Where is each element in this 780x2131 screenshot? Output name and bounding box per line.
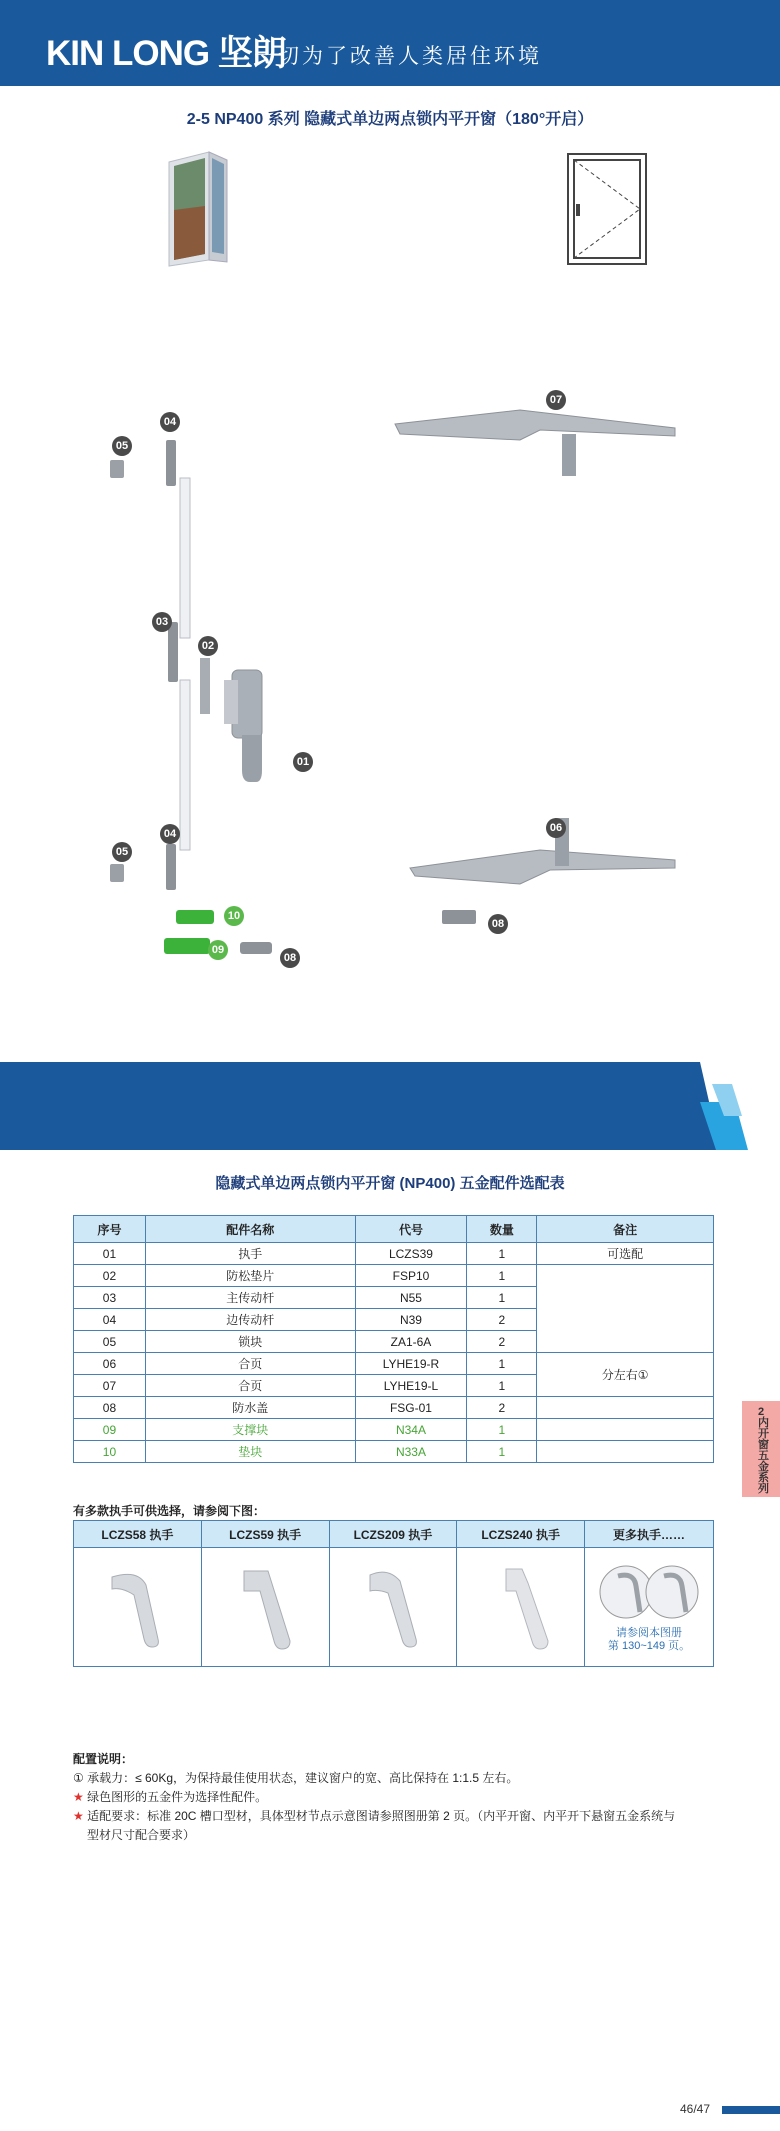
cell-qty: 1 [467,1353,537,1375]
cell-name: 合页 [145,1375,355,1397]
cell-name: 主传动杆 [145,1287,355,1309]
star-icon: ★ [73,1790,84,1804]
handle-header-more: 更多执手…… [585,1521,714,1548]
handle-icon [476,1555,566,1655]
label-01: 01 [293,752,313,772]
table-row [74,1243,714,1265]
cell-no: 02 [74,1265,146,1287]
handle-more-cell [585,1548,714,1667]
cell-qty: 1 [467,1441,537,1463]
cell-note: 分左右① [537,1353,714,1397]
handle-header-lczs240: LCZS240 执手 [457,1521,585,1548]
page-number: 46/47 [680,2102,711,2116]
handle-more-note-1: 请参阅本图册 [616,1626,683,1639]
cell-code: FSP10 [355,1265,467,1287]
cell-no: 08 [74,1397,146,1419]
side-tab-char: 窗 [758,1439,769,1451]
col-header-name: 配件名称 [145,1216,355,1243]
cell-qty: 2 [467,1309,537,1331]
cell-note-empty [537,1265,714,1353]
cell-qty: 1 [467,1419,537,1441]
side-tab-char: 系 [758,1472,769,1484]
cell-name: 防水盖 [145,1397,355,1419]
notes-line-3 [73,1807,675,1826]
label-09: 09 [208,940,228,960]
cell-name: 执手 [145,1243,355,1265]
cell-note-empty [537,1441,714,1463]
cell-code: N34A [355,1419,467,1441]
handle-icon [348,1555,438,1655]
handle-image-lczs240 [457,1548,585,1667]
notes-title: 配置说明： [73,1752,134,1766]
notes-line-2-text: 绿色图形的五金件为选择性配件。 [87,1790,268,1804]
star-icon: ★ [73,1809,84,1823]
side-chapter-tab [742,1401,780,1497]
cell-note-empty [537,1397,714,1419]
label-07: 07 [546,390,566,410]
notes-line-4: 型材尺寸配合要求） [87,1828,196,1842]
col-header-no: 序号 [74,1216,146,1243]
handle-more-icon [594,1562,704,1622]
cell-qty: 1 [467,1375,537,1397]
label-05-top: 05 [112,436,132,456]
cell-code: LCZS39 [355,1243,467,1265]
cell-note: 可选配 [537,1243,714,1265]
handle-image-lczs209 [329,1548,457,1667]
cell-no: 06 [74,1353,146,1375]
slogan: 一切为了改善人类居住环境 [254,44,542,68]
label-04-top: 04 [160,412,180,432]
cell-name: 防松垫片 [145,1265,355,1287]
notes-line-3-text: 适配要求：标准 20C 槽口型材，具体型材节点示意图请参照图册第 2 页。（内平开窗、内平开下悬窗五金系统与 [87,1809,676,1823]
label-05-bottom: 05 [112,842,132,862]
handle-header-lczs59: LCZS59 执手 [201,1521,329,1548]
cell-no: 05 [74,1331,146,1353]
cell-name: 垫块 [145,1441,355,1463]
side-tab-char: 金 [758,1461,769,1473]
cell-code: N55 [355,1287,467,1309]
notes-line-2 [73,1788,675,1807]
cell-name: 合页 [145,1353,355,1375]
cell-code: FSG-01 [355,1397,467,1419]
table-row [74,1397,714,1419]
label-06: 06 [546,818,566,838]
label-08-left: 08 [280,948,300,968]
col-header-code: 代号 [355,1216,467,1243]
col-header-qty: 数量 [467,1216,537,1243]
table-row-optional [74,1419,714,1441]
handle-header-lczs58: LCZS58 执手 [74,1521,202,1548]
handle-image-lczs58 [74,1548,202,1667]
label-08-right: 08 [488,914,508,934]
handle-image-lczs59 [201,1548,329,1667]
cell-no: 03 [74,1287,146,1309]
cell-no: 07 [74,1375,146,1397]
side-tab-char: 2 [758,1406,765,1418]
window-photo [165,150,235,268]
cell-code: N33A [355,1441,467,1463]
label-03: 03 [152,612,172,632]
side-tab-char: 五 [758,1450,769,1462]
parts-table [73,1215,714,1463]
handles-intro: 有多款执手可供选择，请参阅下图： [73,1504,266,1518]
cell-no: 04 [74,1309,146,1331]
side-tab-char: 列 [758,1483,769,1495]
table-row-optional [74,1441,714,1463]
label-02: 02 [198,636,218,656]
handles-table [73,1520,714,1667]
parts-table-title: 隐藏式单边两点锁内平开窗 (NP400) 五金配件选配表 [215,1175,565,1192]
handle-icon [92,1555,182,1655]
table-row [74,1265,714,1287]
cell-name: 支撑块 [145,1419,355,1441]
label-04-bottom: 04 [160,824,180,844]
band-accent [660,1062,780,1150]
label-10: 10 [224,906,244,926]
notes-line-1: ① 承载力：≤ 60Kg，为保持最佳使用状态，建议窗户的宽、高比保持在 1:1.5 左右。 [73,1771,519,1785]
brand-logo: KIN LONG 坚朗 [46,34,286,73]
col-header-note: 备注 [537,1216,714,1243]
cell-code: LYHE19-R [355,1353,467,1375]
handle-more-note-2: 第 130~149 页。 [607,1639,691,1652]
parts-exploded-diagram [100,390,700,990]
handle-icon [220,1555,310,1655]
cell-qty: 2 [467,1331,537,1353]
cell-code: ZA1-6A [355,1331,467,1353]
cell-no: 09 [74,1419,146,1441]
side-tab-char: 开 [758,1428,769,1440]
table-row [74,1353,714,1375]
cell-qty: 2 [467,1397,537,1419]
side-tab-char: 内 [758,1417,769,1429]
cell-no: 01 [74,1243,146,1265]
cell-no: 10 [74,1441,146,1463]
cell-qty: 1 [467,1287,537,1309]
cell-name: 锁块 [145,1331,355,1353]
cell-code: LYHE19-L [355,1375,467,1397]
page-title: 2-5 NP400 系列 隐藏式单边两点锁内平开窗（180°开启） [186,111,594,128]
cell-code: N39 [355,1309,467,1331]
cell-name: 边传动杆 [145,1309,355,1331]
page-bar [722,2106,780,2114]
cell-qty: 1 [467,1265,537,1287]
config-notes [73,1750,675,1845]
handle-header-lczs209: LCZS209 执手 [329,1521,457,1548]
cell-note-empty [537,1419,714,1441]
window-opening-schematic [566,152,650,268]
section-band [0,1062,700,1150]
cell-qty: 1 [467,1243,537,1265]
